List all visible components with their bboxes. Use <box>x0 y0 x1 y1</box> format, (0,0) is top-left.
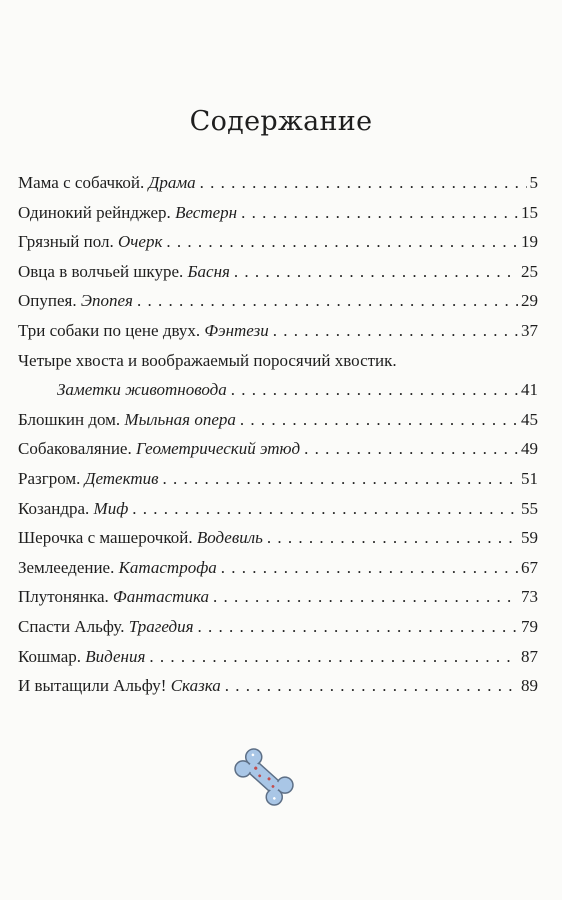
dot-leader <box>304 434 518 464</box>
page-title: Содержание <box>189 106 373 138</box>
toc-entry <box>18 612 538 642</box>
entry-title: Блошкин дом. <box>18 409 121 429</box>
entry-genre: Вестерн <box>175 202 238 222</box>
dot-leader <box>198 612 518 642</box>
entry-page-number: 19 <box>521 232 538 252</box>
entry-page-number: 59 <box>521 528 538 548</box>
entry-genre: Видения <box>85 646 146 666</box>
dot-leader <box>221 553 518 583</box>
toc-entry <box>18 316 538 346</box>
entry-genre: Эпопея <box>80 291 133 311</box>
entry-title: Козандра. <box>18 498 90 518</box>
dot-leader <box>234 257 518 287</box>
entry-title: Одинокий рейнджер. <box>18 202 171 222</box>
dot-leader <box>241 198 518 228</box>
entry-title: Четыре хвоста и воображаемый поросячий хвостик. <box>18 350 397 370</box>
entry-genre: Очерк <box>118 232 163 252</box>
entry-genre: Детектив <box>84 468 159 488</box>
entry-title: Землеедение. <box>18 557 115 577</box>
toc-entry <box>18 257 538 287</box>
entry-genre: Драма <box>148 173 196 192</box>
entry-title: Шерочка с машерочкой. <box>18 528 193 548</box>
entry-page-number: 37 <box>521 320 538 340</box>
toc-entry <box>18 553 538 583</box>
toc-entry <box>18 494 538 524</box>
entry-page-number: 79 <box>521 616 538 636</box>
entry-title: И вытащили Альфу! <box>18 676 167 696</box>
toc-entry <box>18 582 538 612</box>
entry-page-number: 89 <box>521 676 538 696</box>
dot-leader <box>225 671 518 701</box>
entry-page-number: 51 <box>521 468 538 488</box>
entry-title: Плутонянка. <box>18 587 109 607</box>
dot-leader <box>267 523 518 553</box>
toc-entry <box>18 642 538 672</box>
toc-entry <box>18 434 538 464</box>
entry-genre: Фэнтези <box>204 320 269 340</box>
entry-page-number: 49 <box>521 439 538 459</box>
entry-page-number: 55 <box>521 498 538 518</box>
entry-title: Собаковаляние. <box>18 439 132 459</box>
entry-title: Мама с собачкой. <box>18 173 145 192</box>
entry-page-number: 45 <box>521 409 538 429</box>
table-of-contents <box>18 168 538 701</box>
entry-title: Три собаки по цене двух. <box>18 320 201 340</box>
bone-icon <box>226 742 302 812</box>
toc-entry <box>18 286 538 316</box>
dot-leader <box>132 494 518 524</box>
entry-genre: Водевиль <box>196 528 263 548</box>
entry-genre: Сказка <box>170 676 221 696</box>
entry-page-number: 15 <box>521 202 538 222</box>
dot-leader <box>200 168 527 198</box>
dot-leader <box>273 316 518 346</box>
dot-leader <box>137 286 518 316</box>
toc-entry <box>18 227 538 257</box>
dot-leader <box>166 227 518 257</box>
dot-leader <box>231 375 518 405</box>
entry-page-number: 5 <box>529 173 538 192</box>
entry-page-number: 41 <box>521 380 538 400</box>
entry-page-number: 87 <box>521 646 538 666</box>
toc-entry <box>18 198 538 228</box>
entry-page-number: 29 <box>521 291 538 311</box>
toc-entry-continued <box>18 346 538 376</box>
toc-entry <box>18 405 538 435</box>
toc-entry <box>18 671 538 701</box>
toc-entry <box>18 375 538 405</box>
entry-title: Разгром. <box>18 468 81 488</box>
toc-entry <box>18 523 538 553</box>
entry-page-number: 73 <box>521 587 538 607</box>
entry-genre: Катастрофа <box>118 557 217 577</box>
entry-genre: Геометрический этюд <box>135 439 301 459</box>
entry-genre: Фантастика <box>113 587 209 607</box>
dot-leader <box>213 582 518 612</box>
toc-entry <box>18 464 538 494</box>
entry-title: Опупея. <box>18 291 77 311</box>
entry-title: Грязный пол. <box>18 232 114 252</box>
entry-title: Спасти Альфу. <box>18 616 125 636</box>
entry-genre: Заметки животновода <box>57 380 227 400</box>
entry-genre: Трагедия <box>128 616 194 636</box>
toc-entry <box>18 168 538 198</box>
entry-title: Кошмар. <box>18 646 82 666</box>
entry-genre: Басня <box>187 261 230 281</box>
entry-page-number: 25 <box>521 261 538 281</box>
entry-page-number: 67 <box>521 557 538 577</box>
dot-leader <box>240 405 518 435</box>
dot-leader <box>162 464 518 494</box>
entry-genre: Мыльная опера <box>124 409 236 429</box>
entry-genre: Миф <box>93 498 129 518</box>
entry-title: Овца в волчьей шкуре. <box>18 261 184 281</box>
dot-leader <box>149 642 518 672</box>
